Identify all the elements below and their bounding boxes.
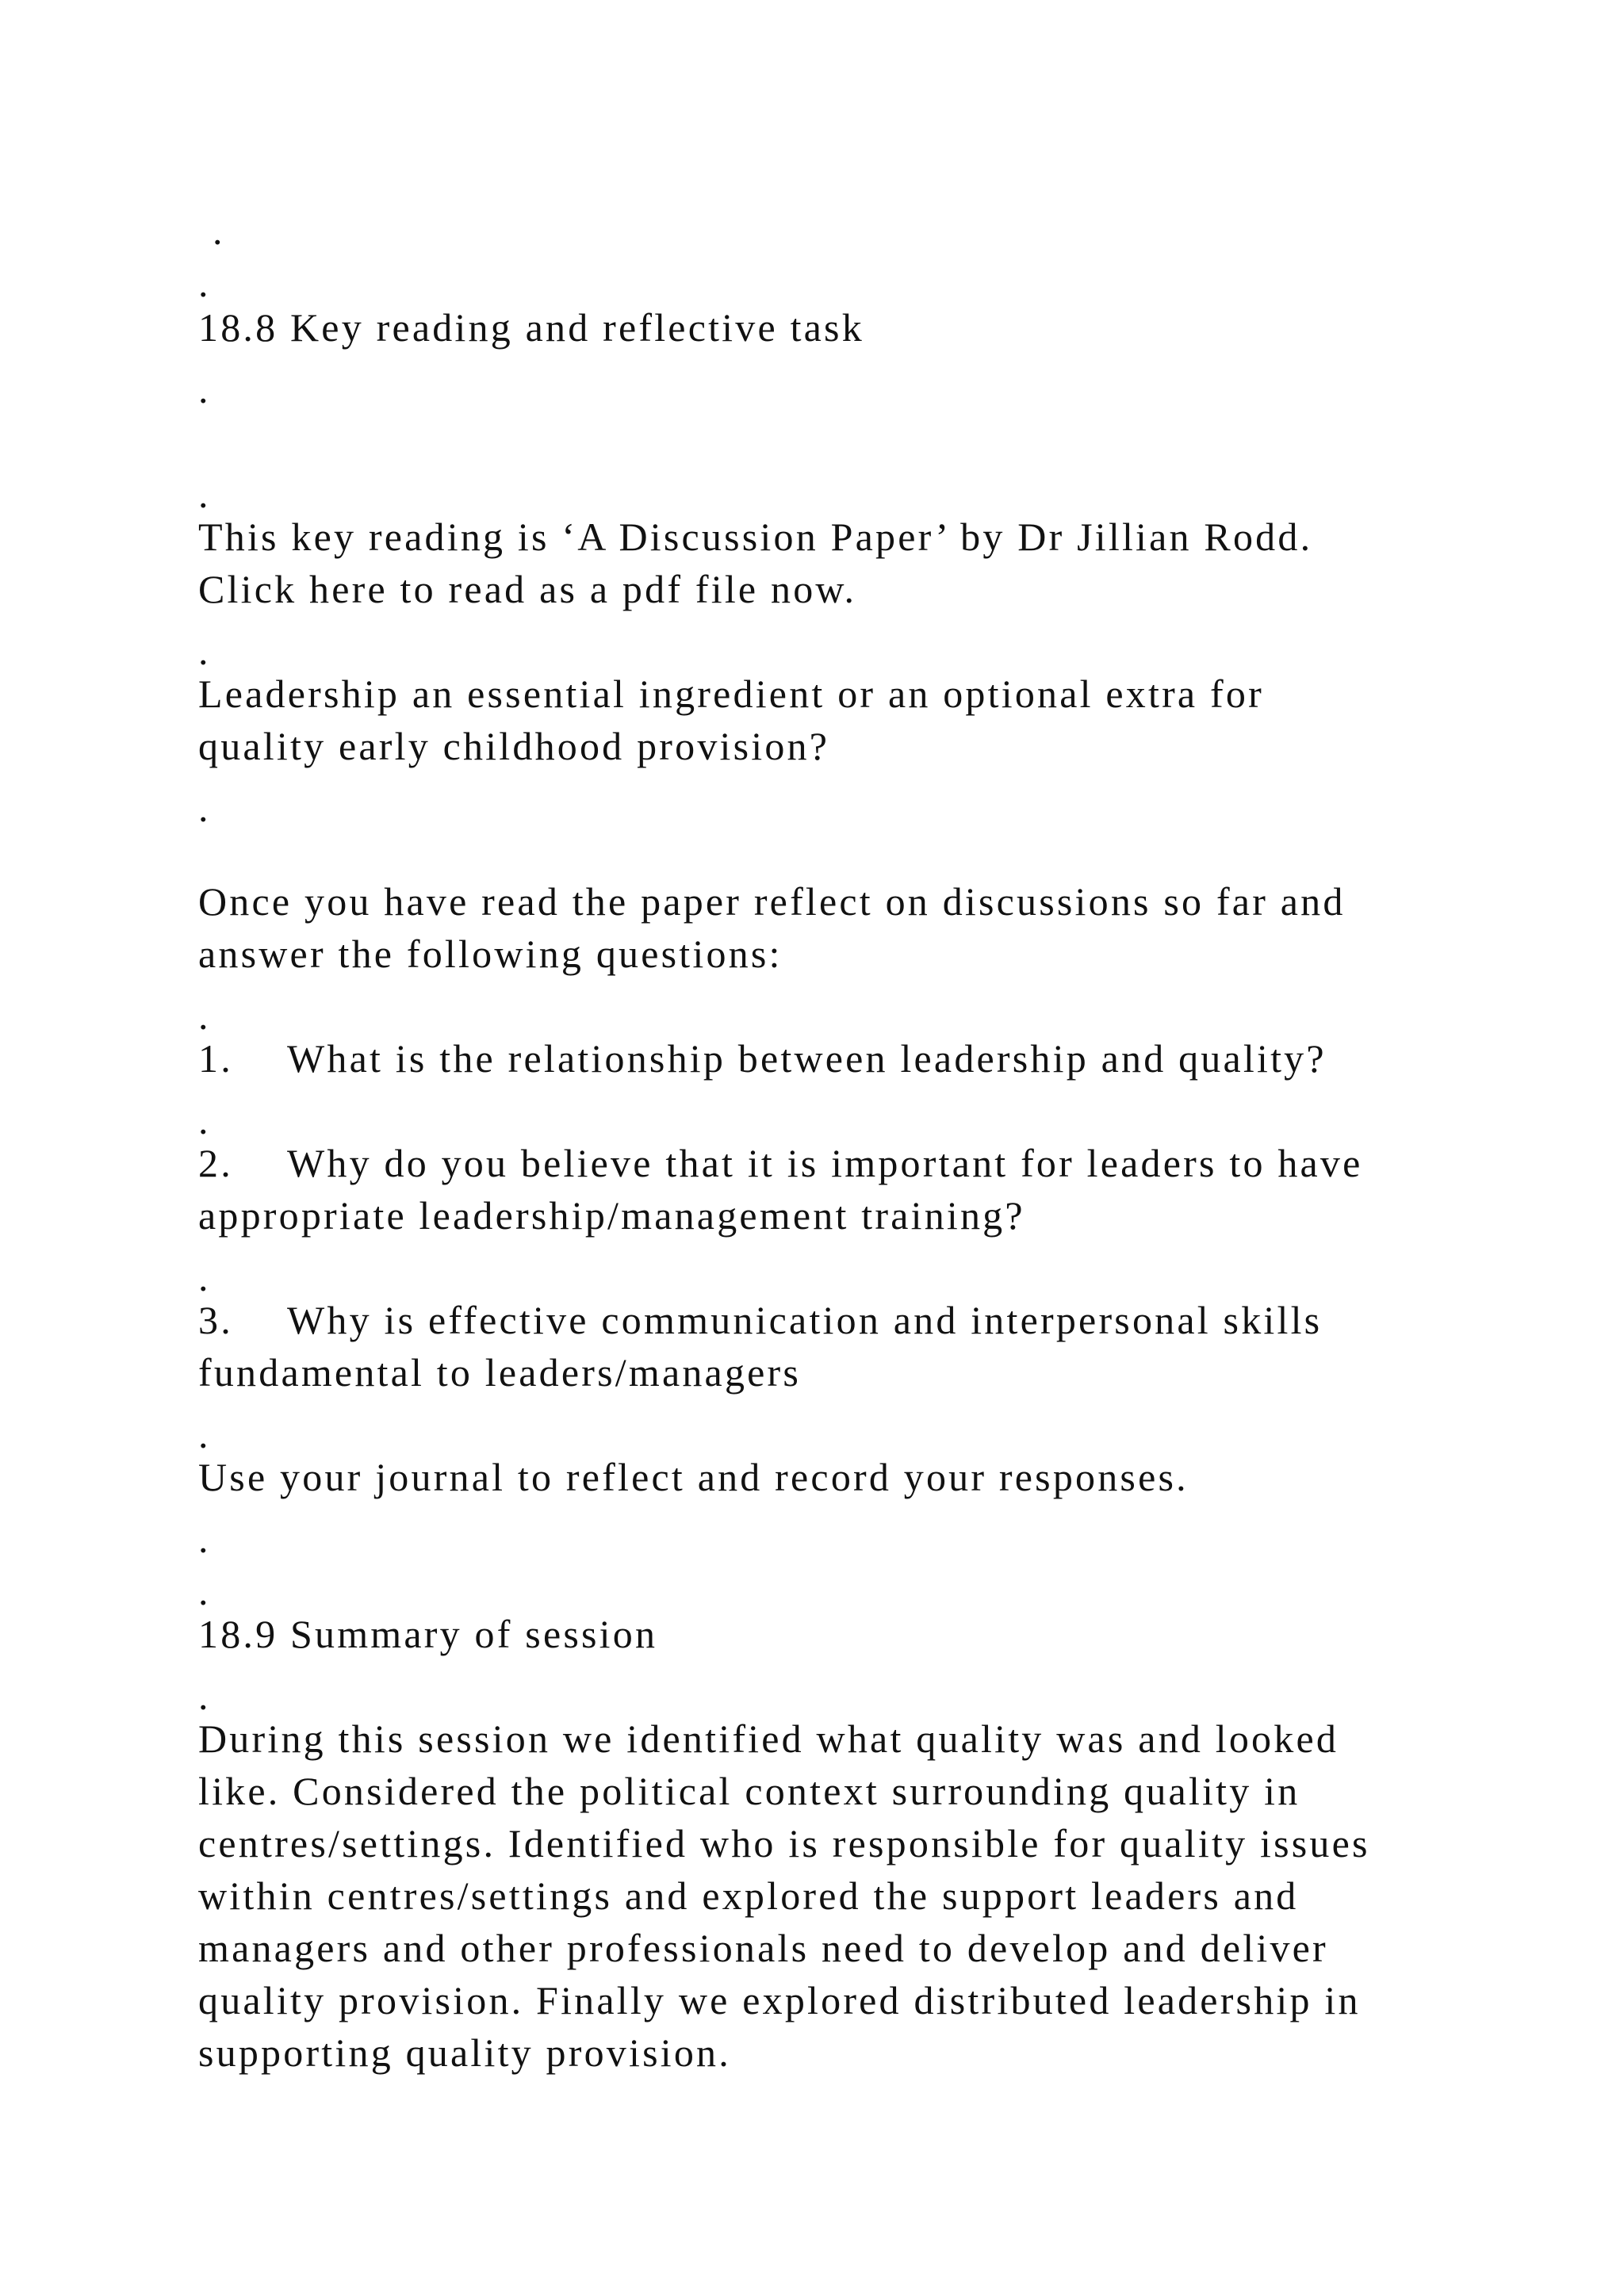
paper-title-line: Leadership an essential ingredient or an optional extra for <box>198 672 1264 716</box>
separator-dot: . <box>198 786 209 830</box>
key-reading-intro: This key reading is ‘A Discussion Paper’ by Dr Jillian Rodd. <box>198 515 1313 559</box>
separator-dot: . <box>198 1517 209 1561</box>
separator-dot: . <box>198 367 209 411</box>
question-text: Why do you believe that it is important for leaders to have <box>287 1141 1363 1185</box>
separator-dot: . <box>198 1674 209 1718</box>
reflection-prompt: answer the following questions: <box>198 932 783 976</box>
summary-line: like. Considered the political context surrounding quality in <box>198 1769 1300 1813</box>
summary-line: During this session we identified what quality was and looked <box>198 1716 1339 1761</box>
summary-line: supporting quality provision. <box>198 2030 731 2075</box>
paper-title-line: quality early childhood provision? <box>198 724 830 768</box>
reflection-prompt: Once you have read the paper reflect on discussions so far and <box>198 879 1346 924</box>
summary-line: within centres/settings and explored the support leaders and <box>198 1873 1299 1918</box>
question-number: 1. <box>198 1036 233 1081</box>
journal-instruction: Use your journal to reflect and record your responses. <box>198 1455 1189 1499</box>
pdf-link-text[interactable]: Click here to read as a pdf file now. <box>198 567 857 611</box>
separator-dot: . <box>198 1569 209 1613</box>
question-text: Why is effective communication and interpersonal skills <box>287 1298 1323 1342</box>
separator-dot: . <box>198 261 209 305</box>
question-text: What is the relationship between leadership and quality? <box>287 1036 1327 1081</box>
separator-dot: . <box>198 472 209 516</box>
separator-dot: . <box>198 1098 209 1142</box>
separator-dot: . <box>213 209 223 253</box>
question-number: 2. <box>198 1141 233 1185</box>
summary-line: quality provision. Finally we explored distributed leadership in <box>198 1978 1361 2022</box>
section-heading-key-reading: 18.8 Key reading and reflective task <box>198 305 864 350</box>
separator-dot: . <box>198 629 209 673</box>
separator-dot: . <box>198 1255 209 1299</box>
question-text: fundamental to leaders/managers <box>198 1350 802 1395</box>
separator-dot: . <box>198 1412 209 1456</box>
question-text: appropriate leadership/management training? <box>198 1193 1025 1238</box>
summary-line: managers and other professionals need to develop and deliver <box>198 1926 1328 1970</box>
question-number: 3. <box>198 1298 233 1342</box>
section-heading-summary: 18.9 Summary of session <box>198 1612 658 1656</box>
separator-dot: . <box>198 993 209 1038</box>
summary-line: centres/settings. Identified who is responsible for quality issues <box>198 1821 1370 1866</box>
